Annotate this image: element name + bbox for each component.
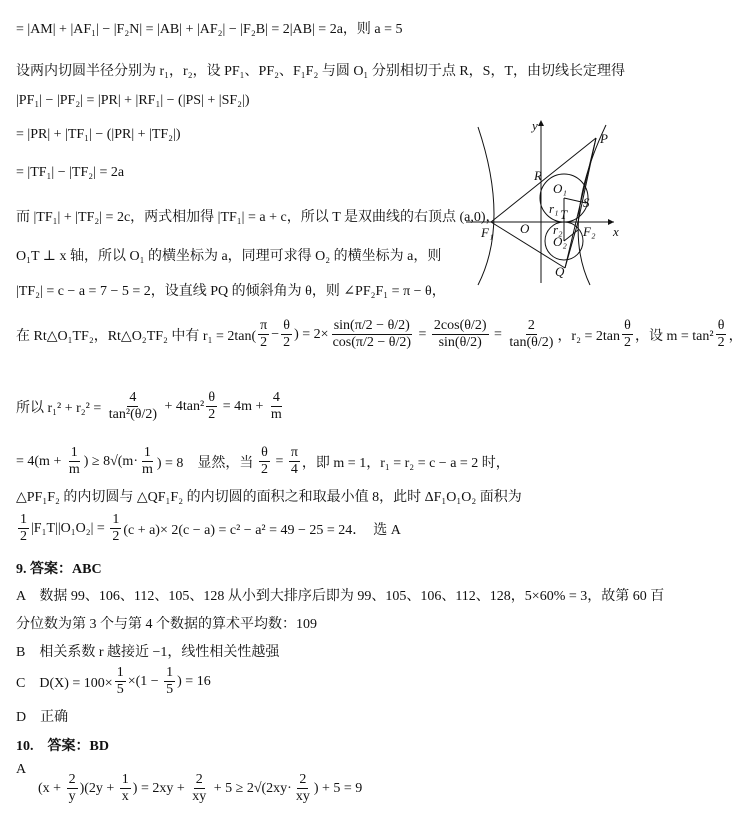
label-S: S [583, 195, 590, 210]
text-segment: 在 Rt△O₁TF₂，Rt△O₂TF₂ 中有 r₁ = 2tan( [16, 328, 257, 344]
text-segment: = |PR| + |TF₁| − (|PR| + |TF₂|) [16, 127, 181, 142]
numerator: 1 [120, 772, 131, 789]
numerator: sin(π/2 − θ/2) [332, 318, 412, 335]
text-segment: 分位数为第 3 个与第 4 个数据的算术平均数：109 [16, 617, 317, 632]
text-segment: ，设 m = tan² [634, 328, 714, 344]
numerator: 2 [67, 772, 78, 789]
hyperbola-left-branch [478, 127, 494, 285]
text-segment: 9. 答案：ABC [16, 562, 102, 577]
text-segment: C D(X) = 100× [16, 675, 113, 691]
fraction [331, 318, 413, 351]
text-segment: D 正确 [16, 710, 69, 725]
label-y: y [532, 118, 538, 133]
text-segment: = |AM| + |AF₁| − |F₂N| = |AB| + |AF₂| − |F₂B| = 2|AB| = 2a，则 a = 5 [16, 22, 403, 37]
denominator: y [68, 789, 76, 805]
numerator: 2 [297, 772, 308, 789]
text-line [16, 60, 625, 80]
fraction [432, 318, 489, 351]
text-segment: ) = 8 显然，当 [156, 455, 257, 471]
fraction [259, 445, 270, 478]
denominator: tan(θ/2) [509, 335, 554, 351]
text-line [16, 558, 102, 578]
denominator: 5 [166, 682, 174, 698]
denominator: m [68, 462, 80, 478]
fraction [622, 318, 633, 351]
numerator: 1 [164, 665, 175, 682]
text-line [16, 735, 109, 755]
fraction [164, 665, 175, 698]
text-segment: = 4m + [219, 398, 267, 414]
text-segment: B 相关系数 r 越接近 −1，线性相关性越强 [16, 645, 280, 660]
text-segment: |PF₁| − |PF₂| = |PR| + |RF₁| − (|PS| + |SF₂|) [16, 93, 250, 108]
fraction [140, 445, 155, 478]
text-line [16, 486, 522, 506]
denominator: xy [192, 789, 207, 805]
numerator: θ [281, 318, 292, 335]
fraction [115, 665, 126, 698]
text-segment: ) = 2× [294, 326, 329, 342]
fraction [281, 318, 292, 351]
text-line [16, 165, 124, 181]
denominator: 4 [290, 462, 298, 478]
fraction [294, 772, 312, 805]
text-segment: |TF₂| = c − a = 7 − 5 = 2，设直线 PQ 的倾斜角为 θ，则 ∠PF₂F₁ = π − θ， [16, 284, 446, 299]
text-segment: A 数据 99、106、112、105、128 从小到大排序后即为 99、105、106、112、128，5×60% = 3，故第 60 百 [16, 589, 665, 604]
numerator: π [258, 318, 269, 335]
fraction [258, 318, 269, 351]
fraction [107, 390, 159, 423]
numerator: π [289, 445, 300, 462]
fraction [18, 512, 29, 545]
denominator: tan²(θ/2) [108, 407, 158, 423]
text-line [16, 93, 250, 109]
text-segment: ) = 16 [177, 673, 211, 689]
text-segment: (x + [38, 780, 65, 796]
hyperbola-diagram [460, 115, 625, 290]
text-line [16, 613, 317, 633]
text-line [16, 318, 743, 351]
label-P: P [600, 131, 608, 146]
fraction [269, 390, 284, 423]
text-segment: − [271, 326, 280, 342]
denominator: 2 [260, 462, 268, 478]
text-segment: = [490, 326, 506, 342]
text-line [38, 772, 362, 805]
text-line [16, 390, 286, 423]
text-segment: = [415, 326, 430, 342]
numerator: 1 [115, 665, 126, 682]
text-segment: ×(1 − [127, 673, 163, 689]
denominator: 2 [283, 335, 291, 351]
denominator: 2 [20, 529, 27, 545]
denominator: 2 [717, 335, 725, 351]
numerator: θ [259, 445, 270, 462]
numerator: 2 [526, 318, 537, 335]
fraction [289, 445, 300, 478]
text-segment: ， [728, 328, 743, 344]
numerator: 4 [271, 390, 282, 407]
fraction [190, 772, 208, 805]
text-line [16, 127, 181, 143]
text-line [16, 245, 441, 265]
fraction [716, 318, 727, 351]
numerator: 2cos(θ/2) [432, 318, 489, 335]
text-line [16, 641, 279, 661]
text-segment: O₁T ⊥ x 轴，所以 O₁ 的横坐标为 a，同理可求得 O₂ 的横坐标为 a，则 [16, 249, 442, 264]
denominator: 2 [208, 407, 216, 423]
numerator: 1 [18, 512, 29, 529]
label-r1: r₁ [549, 201, 559, 216]
denominator: x [121, 789, 129, 805]
label-O1: O₁ [553, 181, 567, 196]
text-segment: 设两内切圆半径分别为 r₁，r₂，设 PF₁、PF₂、F₁F₂ 与圆 O₁ 分别相切于点 R，S，T，由切线长定理得 [16, 64, 625, 79]
text-segment: ) = 2xy + [132, 780, 189, 796]
fraction [206, 390, 217, 423]
text-segment: = 4(m + [16, 453, 65, 469]
label-T: T [560, 207, 568, 222]
text-segment: ，r₂ = 2tan [557, 328, 620, 344]
label-r2: r₂ [553, 222, 563, 237]
fraction [67, 772, 78, 805]
text-segment: A [16, 762, 27, 777]
text-segment: ，即 m = 1，r₁ = r₂ = c − a = 2 时， [301, 455, 510, 471]
text-line [16, 665, 211, 698]
denominator: 2 [112, 529, 120, 545]
label-F1: F₁ [481, 225, 494, 240]
label-F2: F₂ [583, 224, 596, 239]
text-segment: 而 |TF₁| + |TF₂| = 2c，两式相加得 |TF₁| = a + c，所以 T 是双曲线的右顶点 (a,0)， [16, 210, 500, 225]
numerator: 1 [110, 512, 121, 529]
text-segment: )(2y + [79, 780, 118, 796]
text-segment: + 5 ≥ 2√(2xy· [210, 780, 292, 796]
denominator: cos(π/2 − θ/2) [332, 335, 411, 351]
text-line [16, 585, 664, 605]
numerator: 4 [127, 390, 138, 407]
denominator: m [141, 462, 153, 478]
numerator: θ [716, 318, 727, 335]
text-line [16, 18, 403, 38]
fraction [110, 512, 121, 545]
numerator: 2 [194, 772, 205, 789]
denominator: sin(θ/2) [438, 335, 482, 351]
numerator: 1 [69, 445, 80, 462]
text-line [16, 206, 500, 226]
text-segment: = |TF₁| − |TF₂| = 2a [16, 165, 125, 180]
text-segment: ) ≥ 8√(m· [83, 453, 138, 469]
label-x: x [613, 224, 619, 239]
label-O2: O₂ [553, 234, 567, 249]
text-line [16, 706, 68, 726]
text-line [16, 512, 401, 545]
numerator: 1 [142, 445, 153, 462]
numerator: θ [206, 390, 217, 407]
text-segment: ) + 5 = 9 [313, 780, 363, 796]
text-segment: |F₁T||O₁O₂| = [31, 520, 109, 536]
fraction [120, 772, 131, 805]
text-line [16, 445, 510, 478]
fraction [67, 445, 82, 478]
denominator: 2 [260, 335, 268, 351]
label-Q: Q [555, 264, 565, 279]
label-O: O [520, 221, 530, 236]
text-segment: 10. 答案：BD [16, 739, 109, 754]
denominator: xy [295, 789, 310, 805]
numerator: θ [622, 318, 633, 335]
text-segment: = [271, 453, 287, 469]
label-R: R [534, 168, 542, 183]
denominator: 5 [116, 682, 124, 698]
denominator: m [270, 407, 282, 423]
denominator: 2 [623, 335, 631, 351]
fraction [507, 318, 555, 351]
text-segment: △PF₁F₂ 的内切圆与 △QF₁F₂ 的内切圆的面积之和取最小值 8，此时 ΔF₁O₁O₂ 面积为 [16, 490, 522, 505]
text-segment: (c + a)× 2(c − a) = c² − a² = 49 − 25 = 24． 选 A [123, 522, 401, 538]
text-line [16, 762, 26, 778]
text-segment: 所以 r₁² + r₂² = [16, 400, 105, 416]
text-line [16, 280, 446, 300]
text-segment: + 4tan² [161, 398, 205, 414]
